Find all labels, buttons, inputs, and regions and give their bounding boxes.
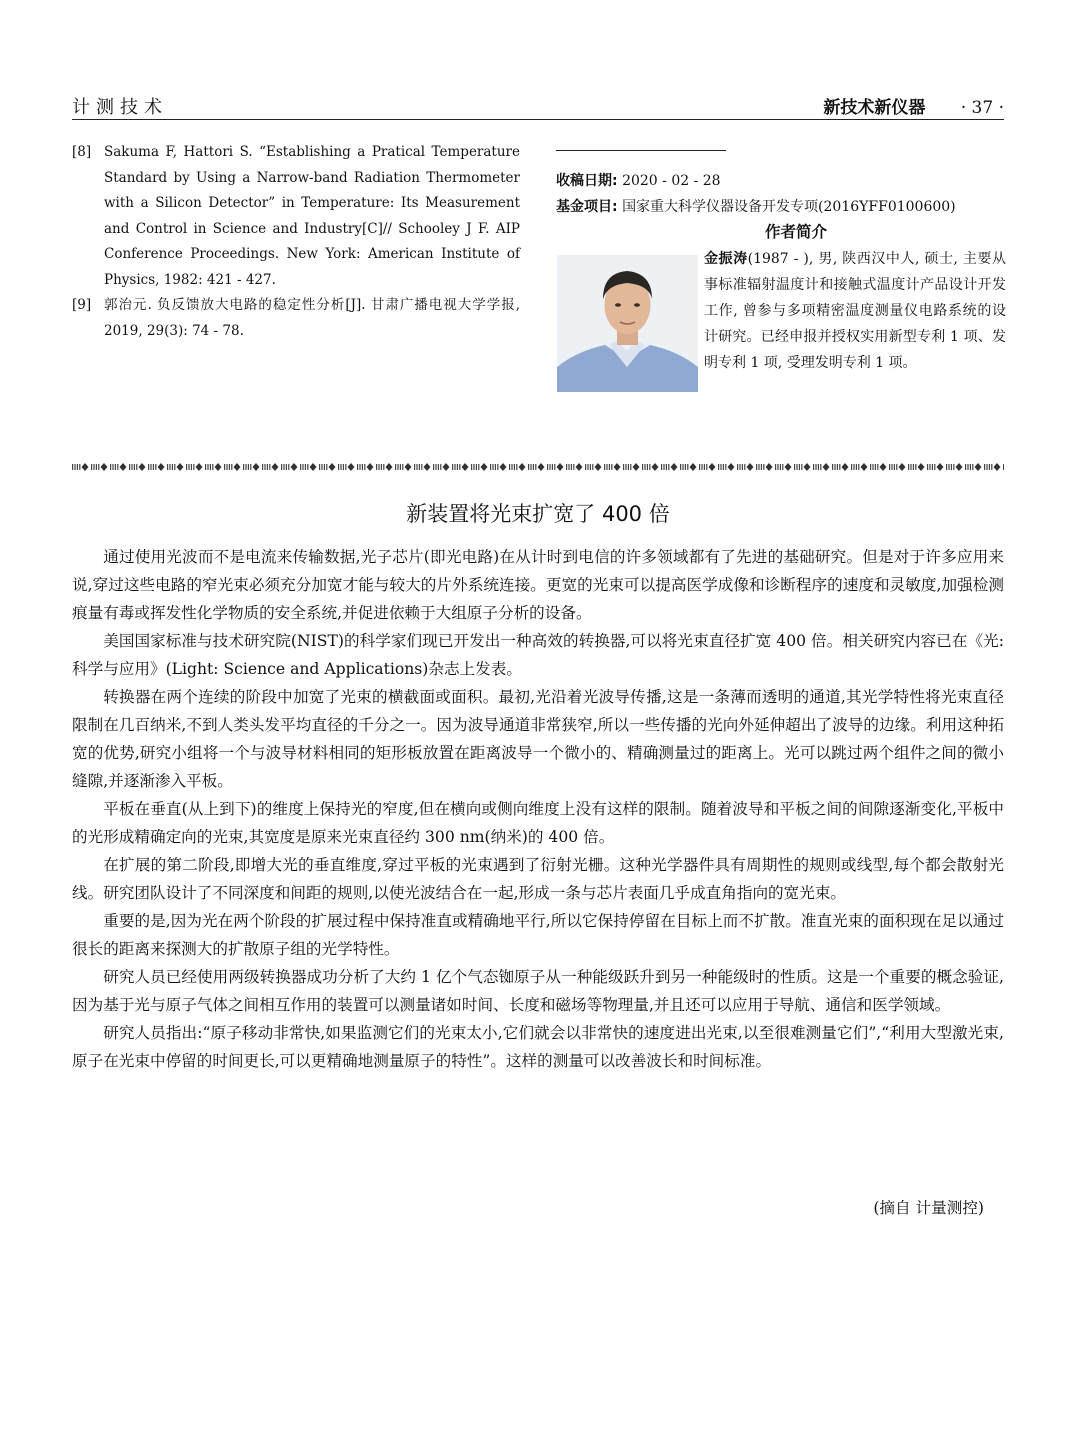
paragraph: 重要的是,因为光在两个阶段的扩展过程中保持准直或精确地平行,所以它保持停留在目标上而不扩散。准直光束的面积现在足以通过很长的距离来探测大的扩散原子组的光学特性。 xyxy=(72,912,1004,958)
footnote-rule xyxy=(556,150,726,151)
section-name: 新技术新仪器 xyxy=(823,98,926,118)
paragraph: 研究人员已经使用两级转换器成功分析了大约 1 亿个气态铷原子从一种能级跃升到另一种能级时的性质。这是一个重要的概念验证,因为基于光与原子气体之间相互作用的装置可以测量诸如时间、长度和磁场等物理量,并且还可以应用于导航、通信和医学领域。 xyxy=(72,968,1004,1014)
fund-value: 国家重大科学仪器设备开发专项(2016YFF0100600) xyxy=(622,199,956,215)
paragraph: 通过使用光波而不是电流来传输数据,光子芯片(即光电路)在从计时到电信的许多领域都有了先进的基础研究。但是对于许多应用来说,穿过这些电路的窄光束必须充分加宽才能与较大的片外系统连接。更宽的光束可以提高医学成像和诊断程序的速度和灵敏度,加强检测痕量有毒或挥发性化学物质的安全系统,并促进依赖于大组原子分析的设备。 xyxy=(72,548,1004,622)
ornamental-divider xyxy=(72,458,1004,470)
reference-text: Sakuma F, Hattori S. “Establishing a Pratical Temperature Standard by Using a Narrow-band Radiation Thermometer with a Silicon Detector” in Temperature: Its Measurement and Control in Science and Industry[C]// Schooley J F. AIP Conference Proceedings. New York: American Institute of Physics, 1982: 421 - 427. xyxy=(104,144,520,288)
paragraph: 转换器在两个连续的阶段中加宽了光束的横截面或面积。最初,光沿着光波导传播,这是一条薄而透明的通道,其光学特性将光束直径限制在几百纳米,不到人类头发平均直径的千分之一。因为波导通道非常狭窄,所以一些传播的光向外延伸超出了波导的边缘。利用这种拓宽的优势,研究小组将一个与波导材料相同的矩形板放置在距离波导一个微小的、精确测量过的距离上。光可以跳过两个组件之间的微小缝隙,并逐渐渗入平板。 xyxy=(72,688,1004,790)
bio-heading: 作者简介 xyxy=(764,223,827,241)
reference-number: [8] xyxy=(72,144,92,160)
header-rule xyxy=(72,119,1004,120)
received-label: 收稿日期: xyxy=(556,173,618,189)
fund-project xyxy=(556,194,1006,220)
paragraph: 在扩展的第二阶段,即增大光的垂直维度,穿过平板的光束遇到了衍射光栅。这种光学器件具有周期性的规则或线型,每个都会散射光线。研究团队设计了不同深度和间距的规则,以使光波结合在一起,形成一条与芯片表面几乎成直角指向的宽光束。 xyxy=(72,856,1004,902)
paragraph: 美国国家标准与技术研究院(NIST)的科学家们现已开发出一种高效的转换器,可以将光束直径扩宽 400 倍。相关研究内容已在《光:科学与应用》(Light: Science and Applications)杂志上发表。 xyxy=(72,632,1004,678)
reference-number: [9] xyxy=(72,297,92,313)
author-photo xyxy=(557,255,698,392)
article-body xyxy=(72,543,1004,1075)
journal-name: 计测技术 xyxy=(72,97,168,118)
reference-item xyxy=(72,293,520,344)
header-right xyxy=(823,93,1004,118)
received-value: 2020 - 02 - 28 xyxy=(622,173,721,189)
author-bio-text: (1987 - ), 男, 陕西汉中人, 硕士, 主要从事标准辐射温度计和接触式温度计产品设计开发工作, 曾参与多项精密温度测量仪电路系统的设计研究。已经申报并授权实用新型专利 1 项、发明专利 1 项, 受理发明专利 1 项。 xyxy=(704,251,1007,371)
article-source: (摘自 计量测控) xyxy=(873,1199,984,1217)
paragraph: 平板在垂直(从上到下)的维度上保持光的窄度,但在横向或侧向维度上没有这样的限制。随着波导和平板之间的间隙逐渐变化,平板中的光形成精确定向的光束,其宽度是原来光束直径约 300 nm(纳米)的 400 倍。 xyxy=(72,800,1004,846)
paragraph: 研究人员指出:“原子移动非常快,如果监测它们的光束太小,它们就会以非常快的速度进出光束,以至很难测量它们”,“利用大型激光束,原子在光束中停留的时间更长,可以更精确地测量原子的特性”。这样的测量可以改善波长和时间标准。 xyxy=(72,1024,1004,1070)
author-bio xyxy=(704,246,1006,376)
author-name: 金振涛 xyxy=(704,251,748,267)
reference-text: 郭治元. 负反馈放大电路的稳定性分析[J]. 甘肃广播电视大学学报, 2019, 29(3): 74 - 78. xyxy=(104,297,520,339)
article-title: 新装置将光束扩宽了 400 倍 xyxy=(406,502,670,526)
page-number: · 37 · xyxy=(960,98,1004,118)
reference-list xyxy=(72,140,520,344)
running-header xyxy=(72,93,1004,119)
received-date xyxy=(556,168,1006,194)
reference-item xyxy=(72,140,520,293)
article-meta xyxy=(556,168,1006,220)
fund-label: 基金项目: xyxy=(556,199,618,215)
